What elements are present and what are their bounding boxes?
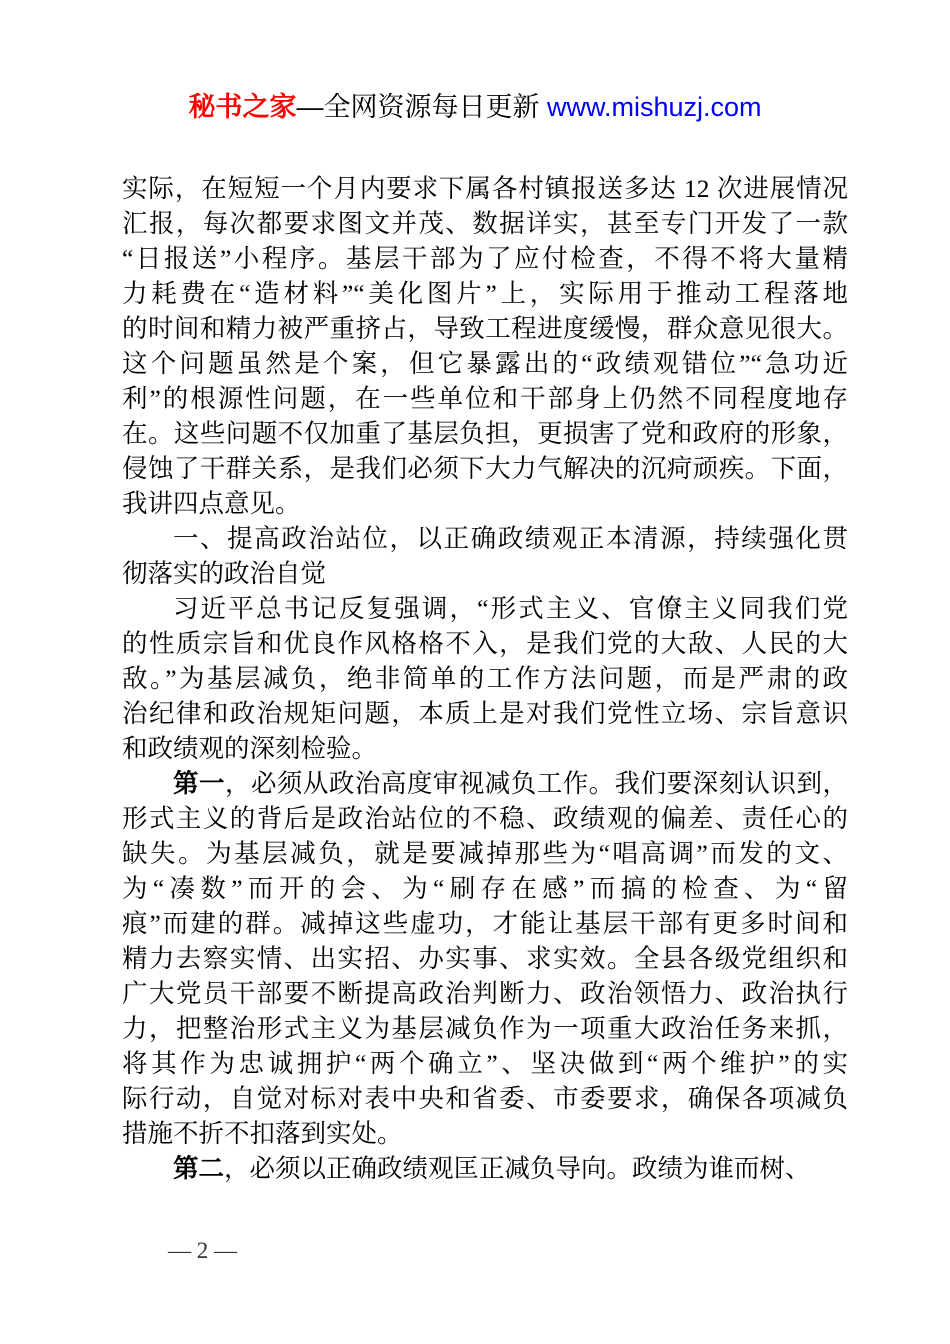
paragraph-line-with-lead: 第二，必须以正确政绩观匡正减负导向。政绩为谁而树、	[173, 1154, 811, 1183]
paragraph-line: 习近平总书记反复强调，“形式主义、官僚主义同我们党	[173, 594, 848, 623]
paragraph-line: 措施不折不扣落到实处。	[122, 1119, 403, 1148]
paragraph-line: 和政绩观的深刻检验。	[122, 734, 378, 763]
document-body	[122, 171, 848, 1186]
paragraph-line: 将其作为忠诚拥护“两个确立”、坚决做到“两个维护”的实	[122, 1049, 848, 1078]
paragraph-line: 的时间和精力被严重挤占，导致工程进度缓慢，群众意见很大。	[122, 314, 848, 343]
paragraph-line: 缺失。为基层减负，就是要减掉那些为“唱高调”而发的文、	[122, 839, 848, 868]
paragraph-line: 侵蚀了干群关系，是我们必须下大力气解决的沉疴顽疾。下面，	[122, 454, 848, 483]
page-number: — 2 —	[168, 1238, 237, 1263]
header-tagline: —全网资源每日更新	[296, 92, 547, 122]
paragraph-line: 广大党员干部要不断提高政治判断力、政治领悟力、政治执行	[122, 979, 848, 1008]
paragraph-line: 实际，在短短一个月内要求下属各村镇报送多达 12 次进展情况	[122, 174, 848, 203]
page-footer	[168, 1237, 237, 1265]
paragraph-line: 这个问题虽然是个案，但它暴露出的“政绩观错位”“急功近	[122, 349, 848, 378]
paragraph-line: 敌。”为基层减负，绝非简单的工作方法问题，而是严肃的政	[122, 664, 848, 693]
paragraph-line: 力耗费在“造材料”“美化图片”上，实际用于推动工程落地	[122, 279, 848, 308]
paragraph-line: 为“凑数”而开的会、为“刷存在感”而搞的检查、为“留	[122, 874, 848, 903]
paragraph-line-with-lead: 第一，必须从政治高度审视减负工作。我们要深刻认识到，	[173, 769, 848, 798]
paragraph-line: “日报送”小程序。基层干部为了应付检查，不得不将大量精	[122, 244, 848, 273]
paragraph-line: 一、提高政治站位，以正确政绩观正本清源，持续强化贯	[173, 524, 848, 553]
paragraph-line: 汇报，每次都要求图文并茂、数据详实，甚至专门开发了一款	[122, 209, 848, 238]
site-url-link[interactable]: www.mishuzj.com	[546, 92, 762, 122]
paragraph-line: 精力去察实情、出实招、办实事、求实效。全县各级党组织和	[122, 944, 848, 973]
paragraph-lead: 第一	[173, 769, 225, 798]
paragraph-line: 治纪律和政治规矩问题，本质上是对我们党性立场、宗旨意识	[122, 699, 848, 728]
paragraph-line: 际行动，自觉对标对表中央和省委、市委要求，确保各项减负	[122, 1084, 848, 1113]
paragraph-line: 形式主义的背后是政治站位的不稳、政绩观的偏差、责任心的	[122, 804, 848, 833]
paragraph-lead: 第二	[173, 1154, 225, 1183]
paragraph-line: 的性质宗旨和优良作风格格不入，是我们党的大敌、人民的大	[122, 629, 848, 658]
site-name: 秘书之家	[188, 92, 297, 122]
paragraph-line: 在。这些问题不仅加重了基层负担，更损害了党和政府的形象，	[122, 419, 848, 448]
paragraph-line: 我讲四点意见。	[122, 489, 301, 518]
paragraph-line: 彻落实的政治自觉	[122, 559, 327, 588]
paragraph-line: 力，把整治形式主义为基层减负作为一项重大政治任务来抓，	[122, 1014, 848, 1043]
page-header	[0, 90, 950, 124]
paragraph-line: 利”的根源性问题，在一些单位和干部身上仍然不同程度地存	[122, 384, 848, 413]
paragraph-line: 痕”而建的群。减掉这些虚功，才能让基层干部有更多时间和	[122, 909, 848, 938]
